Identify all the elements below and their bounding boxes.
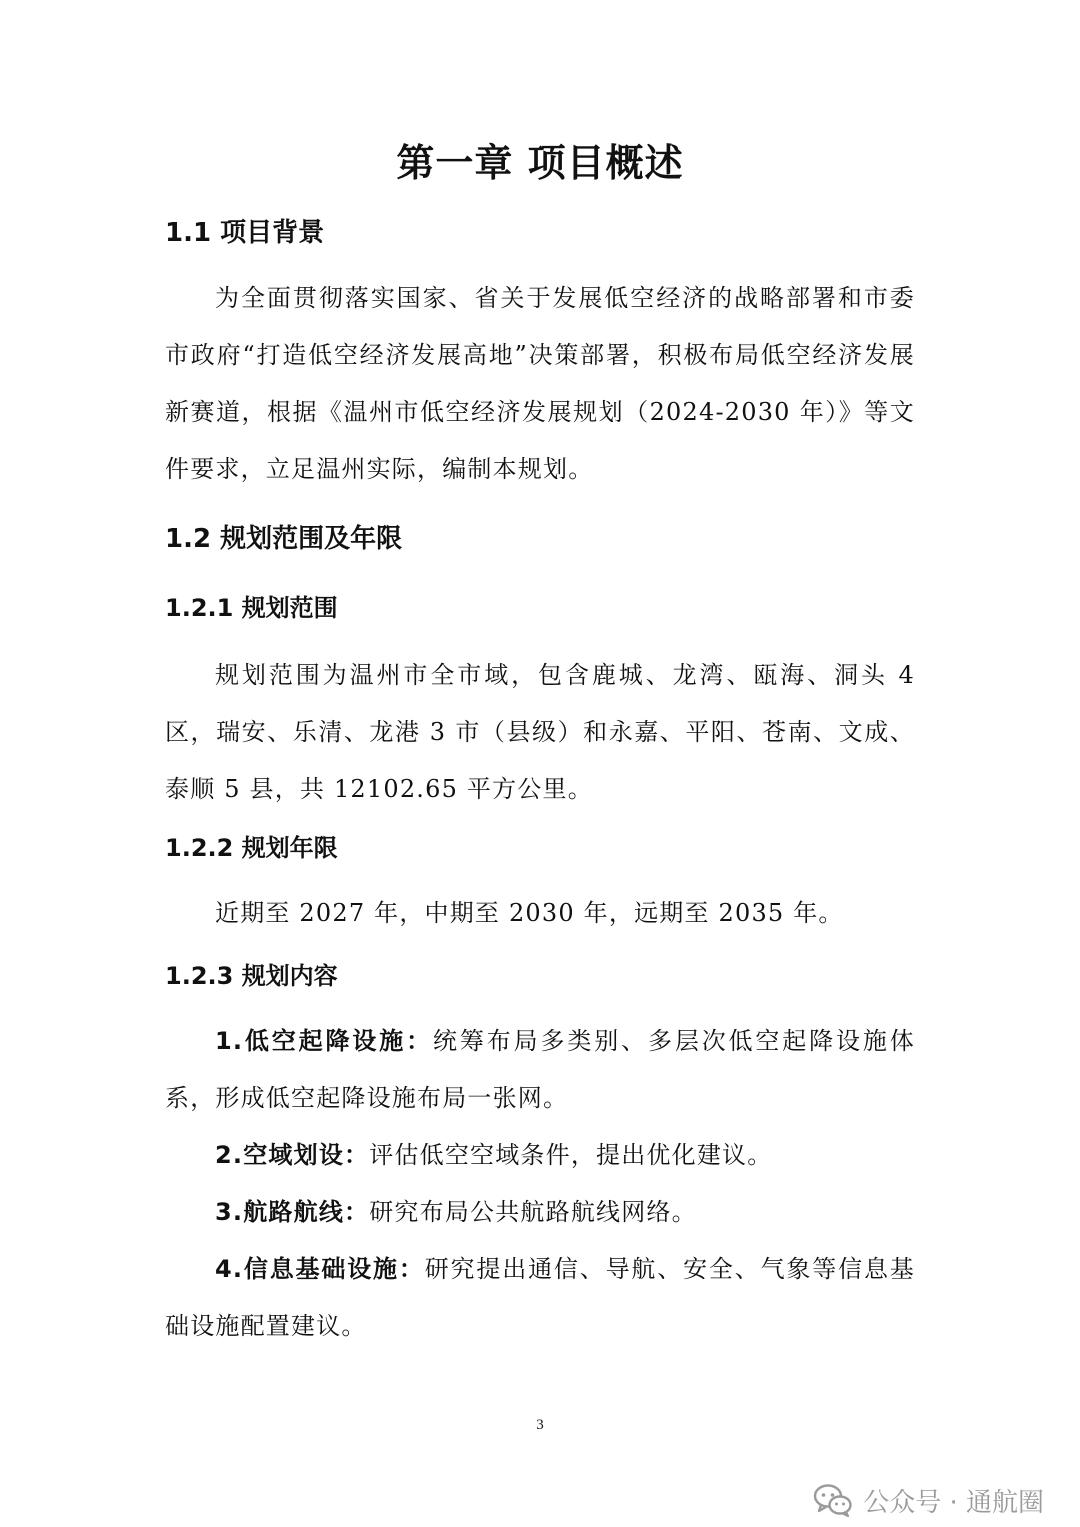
content-item-text: 研究布局公共航路航线网络。 [369, 1198, 697, 1226]
content-item-text: 统筹布局多类别、多层次低空起降设施体系，形成低空起降设施布局一张网。 [165, 1027, 915, 1112]
section-1-2-2-paragraph: 近期至 2027 年，中期至 2030 年，远期至 2035 年。 [215, 899, 844, 927]
section-heading-1-2-2: 1.2.2 规划年限 [165, 834, 338, 862]
section-heading-1-2: 1.2 规划范围及年限 [165, 524, 403, 554]
section-heading-1-1: 1.1 项目背景 [165, 218, 325, 248]
content-item-4 [165, 1241, 915, 1355]
page-number: 3 [536, 1417, 544, 1433]
content-item-text: 评估低空空域条件，提出优化建议。 [369, 1141, 773, 1169]
wechat-icon [813, 1483, 853, 1517]
content-item-2 [165, 1127, 915, 1184]
watermark-text: 公众号 · 通航圈 [863, 1487, 1044, 1518]
content-item-label: 4.信息基础设施： [215, 1255, 425, 1283]
content-item-label: 3.航路航线： [215, 1198, 370, 1226]
section-1-1-paragraph: 为全面贯彻落实国家、省关于发展低空经济的战略部署和市委市政府“打造低空经济发展高地”决策部署，积极布局低空经济发展新赛道，根据《温州市低空经济发展规划（2024-2030 年）》等文件要求，立足温州实际，编制本规划。 [165, 284, 915, 483]
section-1-2-1-paragraph: 规划范围为温州市全市域，包含鹿城、龙湾、瓯海、洞头 4 区，瑞安、乐清、龙港 3 市（县级）和永嘉、平阳、苍南、文成、泰顺 5 县，共 12102.65 平方公里。 [165, 661, 915, 803]
chapter-title: 第一章 项目概述 [396, 141, 684, 185]
section-heading-1-2-3: 1.2.3 规划内容 [165, 962, 338, 990]
content-item-label: 2.空域划设： [215, 1141, 370, 1169]
content-item-3 [165, 1184, 915, 1241]
section-heading-1-2-1: 1.2.1 规划范围 [165, 594, 338, 622]
content-item-1 [165, 1013, 915, 1127]
watermark [813, 1480, 1044, 1520]
content-item-text: 研究提出通信、导航、安全、气象等信息基础设施配置建议。 [165, 1255, 915, 1340]
content-item-label: 1.低空起降设施： [215, 1027, 433, 1055]
